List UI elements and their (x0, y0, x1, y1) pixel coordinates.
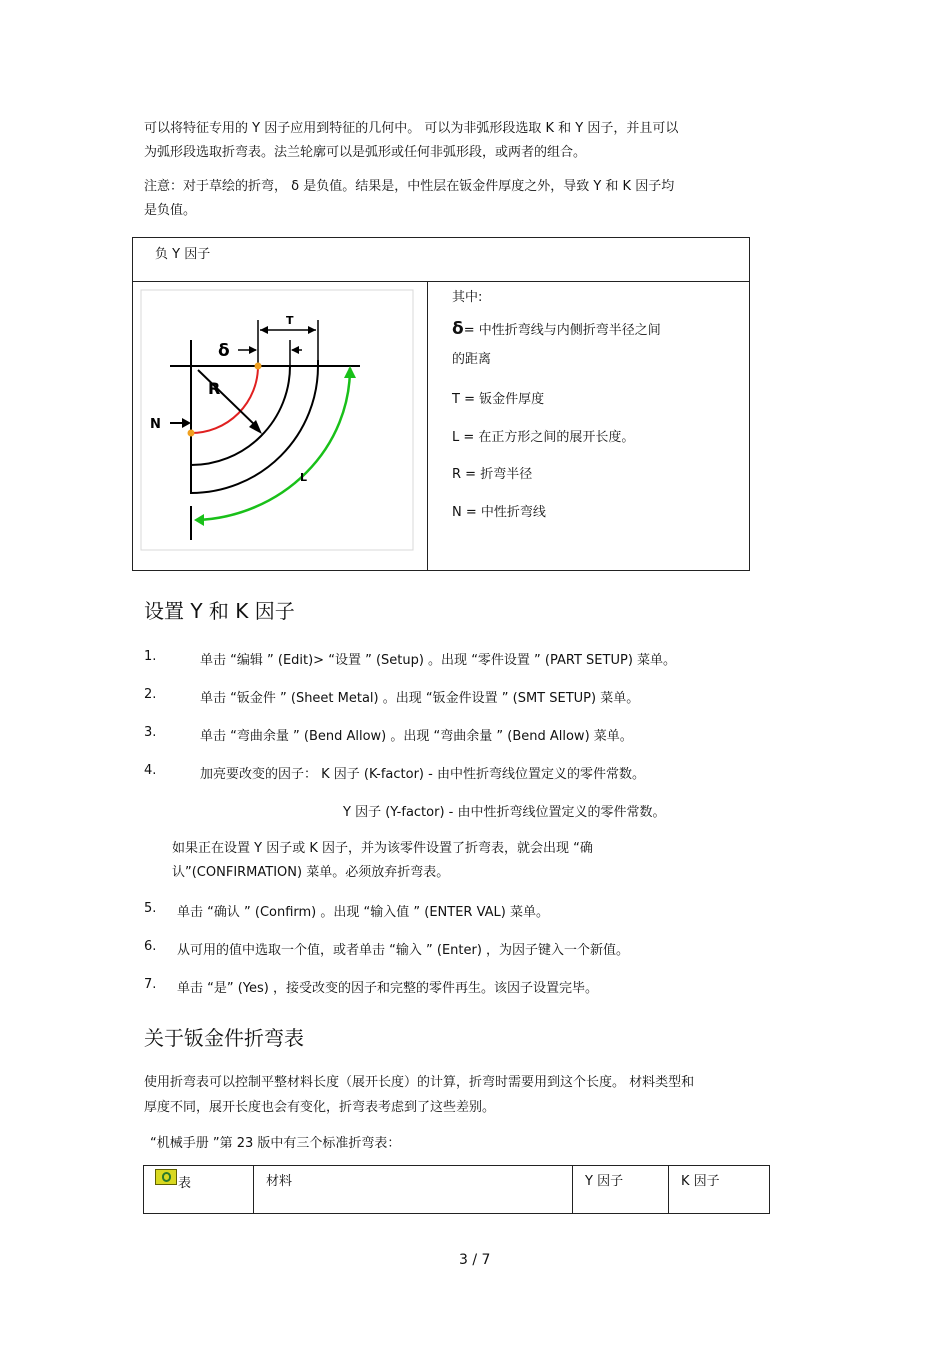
legend-where: 其中: (452, 290, 483, 305)
handbook-line: “机械手册 ”第 23 版中有三个标准折弯表： (150, 1136, 401, 1151)
step-4-num: 4. (144, 763, 157, 778)
step-4-text: 加亮要改变的因子： K 因子 (K-factor) - 由中性折弯线位置定义的零件常数。 (200, 767, 645, 782)
step-1-text: 单击 “编辑 ” (Edit)> “设置 ” (Setup) 。出现 “零件设置 ” (PART SETUP) 菜单。 (200, 653, 677, 668)
legend-r: R = 折弯半径 (452, 467, 533, 482)
note-line-2: 是负值。 (144, 203, 197, 218)
header-y-factor: Y 因子 (585, 1174, 624, 1189)
label-n: N (150, 417, 161, 432)
label-delta: δ (218, 341, 230, 361)
step-2-num: 2. (144, 687, 157, 702)
figure-divider (427, 281, 428, 571)
neutral-arc (191, 366, 290, 465)
confirm-note-line-1: 如果正在设置 Y 因子或 K 因子，并为该零件设置了折弯表，就会出现 “确 (172, 841, 593, 856)
label-t: T (286, 314, 294, 327)
header-table: 表 (178, 1176, 192, 1191)
step-3-num: 3. (144, 725, 157, 740)
delta-symbol: δ (452, 319, 464, 339)
diagram-frame (141, 290, 413, 550)
step-5-text: 单击 “确认 ” (Confirm) 。出现 “输入值 ” (ENTER VAL) 菜单。 (177, 905, 549, 920)
step-7-text: 单击 “是” (Yes) ，接受改变的因子和完整的零件再生。该因子设置完毕。 (177, 981, 598, 996)
header-k-factor: K 因子 (681, 1174, 720, 1189)
bend-diagram (140, 288, 420, 554)
step-5-num: 5. (144, 901, 157, 916)
figure-caption-cell (132, 237, 750, 282)
label-l: L (300, 471, 308, 484)
step-7-num: 7. (144, 977, 157, 992)
legend-delta (452, 319, 661, 339)
inner-arc-red (191, 366, 258, 433)
step-4-continuation: Y 因子 (Y-factor) - 由中性折弯线位置定义的零件常数。 (343, 805, 666, 820)
legend-t: T = 钣金件厚度 (452, 392, 545, 407)
dot-left (188, 430, 195, 437)
bend-para-line-2: 厚度不同，展开长度也会有变化，折弯表考虑到了这些差别。 (144, 1100, 496, 1115)
table-icon (155, 1169, 177, 1185)
label-r: R (208, 379, 221, 398)
section-title-bend-table: 关于钣金件折弯表 (144, 1026, 304, 1050)
intro-line-2: 为弧形段选取折弯表。法兰轮廓可以是弧形或任何非弧形段，或两者的组合。 (144, 145, 587, 160)
dot-top (255, 363, 262, 370)
legend-n: N = 中性折弯线 (452, 505, 546, 520)
step-1-num: 1. (144, 649, 157, 664)
step-2-text: 单击 “钣金件 ” (Sheet Metal) 。出现 “钣金件设置 ” (SMT SETUP) 菜单。 (200, 691, 640, 706)
note-line-1: 注意：对于草绘的折弯， δ 是负值。结果是，中性层在钣金件厚度之外，导致 Y 和 K 因子均 (144, 179, 675, 194)
page-number: 3 / 7 (459, 1252, 491, 1268)
confirm-note-line-2: 认”(CONFIRMATION) 菜单。必须放弃折弯表。 (172, 865, 450, 880)
header-material: 材料 (266, 1174, 293, 1189)
legend-delta-cont: 的距离 (452, 352, 492, 367)
step-3-text: 单击 “弯曲余量 ” (Bend Allow) 。出现 “弯曲余量 ” (Bend Allow) 菜单。 (200, 729, 633, 744)
section-title-yk: 设置 Y 和 K 因子 (144, 599, 295, 623)
figure-caption: 负 Y 因子 (155, 247, 211, 262)
intro-line-1: 可以将特征专用的 Y 因子应用到特征的几何中。 可以为非弧形段选取 K 和 Y 因子，并且可以 (144, 121, 679, 136)
step-6-num: 6. (144, 939, 157, 954)
bend-table-header (143, 1165, 770, 1214)
legend-delta-text: = 中性折弯线与内侧折弯半径之间 (463, 323, 661, 338)
step-6-text: 从可用的值中选取一个值，或者单击 “输入 ” (Enter) ，为因子键入一个新值。 (177, 943, 630, 958)
legend-l: L = 在正方形之间的展开长度。 (452, 430, 635, 445)
bend-para-line-1: 使用折弯表可以控制平整材料长度（展开长度）的计算，折弯时需要用到这个长度。 材料类型和 (144, 1075, 695, 1090)
